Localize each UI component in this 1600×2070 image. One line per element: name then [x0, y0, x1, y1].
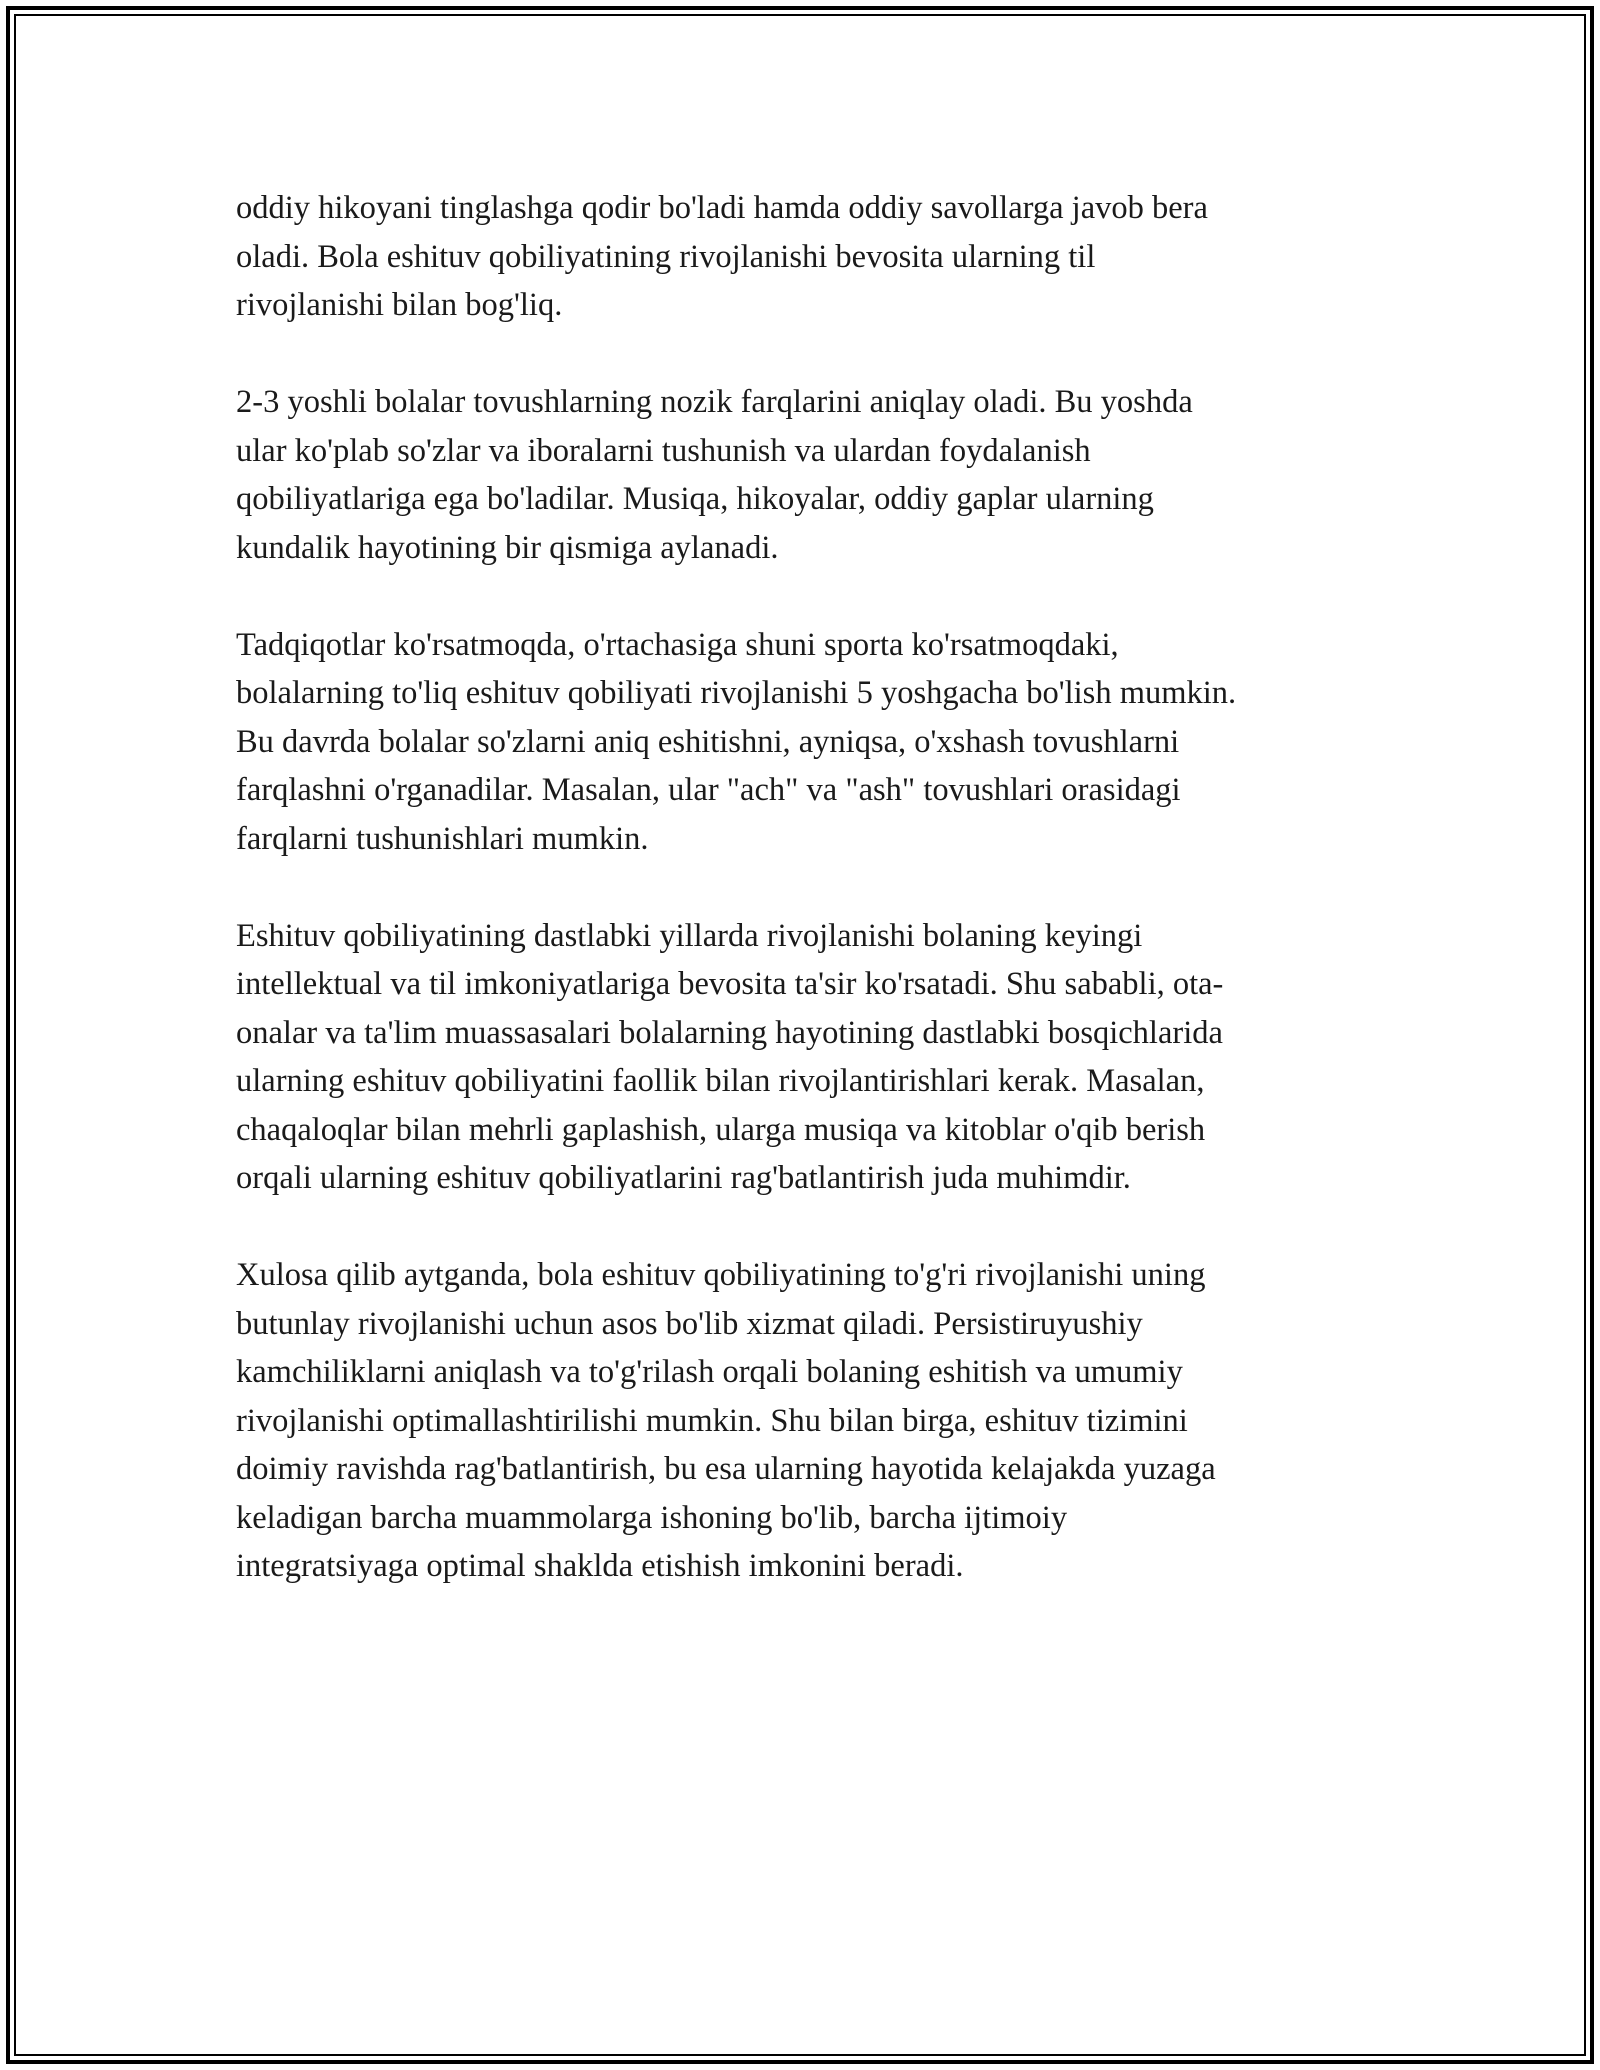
- text-line: chaqaloqlar bilan mehrli gaplashish, ularga musiqa va kitoblar o'qib berish: [236, 1111, 1206, 1148]
- text-line: oladi. Bola eshituv qobiliyatining rivojlanishi bevosita ularning til: [236, 238, 1096, 275]
- text-line: Bu davrda bolalar so'zlarni aniq eshitishni, ayniqsa, o'xshash tovushlarni: [236, 723, 1180, 760]
- paragraph-3: [236, 621, 1386, 864]
- text-line: keladigan barcha muammolarga ishoning bo'lib, barcha ijtimoiy: [236, 1499, 1068, 1536]
- text-line: ular ko'plab so'zlar va iboralarni tushunish va ulardan foydalanish: [236, 432, 1091, 469]
- text-line: integratsiyaga optimal shaklda etishish imkonini beradi.: [236, 1548, 964, 1584]
- text-line: doimiy ravishda rag'batlantirish, bu esa ularning hayotida kelajakda yuzaga: [236, 1451, 1216, 1487]
- text-line: Tadqiqotlar ko'rsatmoqda, o'rtachasiga shuni sporta ko'rsatmoqdaki,: [236, 626, 1119, 663]
- text-line: bolalarning to'liq eshituv qobiliyati rivojlanishi 5 yoshgacha bo'lish mumkin.: [236, 675, 1237, 711]
- document-body: [236, 184, 1386, 1639]
- paragraph-1: [236, 184, 1386, 330]
- text-line: orqali ularning eshituv qobiliyatlarini rag'batlantirish juda muhimdir.: [236, 1160, 1131, 1196]
- text-line: Xulosa qilib aytganda, bola eshituv qobiliyatining to'g'ri rivojlanishi uning: [236, 1257, 1206, 1293]
- text-line: kundalik hayotining bir qismiga aylanadi.: [236, 529, 779, 566]
- text-line: butunlay rivojlanishi uchun asos bo'lib xizmat qiladi. Persistiruyushiy: [236, 1305, 1143, 1342]
- text-line: rivojlanishi bilan bog'liq.: [236, 287, 563, 323]
- paragraph-4: [236, 912, 1386, 1203]
- paragraph-5: [236, 1251, 1386, 1591]
- paragraph-2: [236, 378, 1386, 572]
- text-line: onalar va ta'lim muassasalari bolalarning hayotining dastlabki bosqichlarida: [236, 1014, 1223, 1051]
- text-line: oddiy hikoyani tinglashga qodir bo'ladi hamda oddiy savollarga javob bera: [236, 190, 1208, 226]
- text-line: ularning eshituv qobiliyatini faollik bilan rivojlantirishlari kerak. Masalan,: [236, 1063, 1205, 1099]
- text-line: kamchiliklarni aniqlash va to'g'rilash orqali bolaning eshitish va umumiy: [236, 1354, 1183, 1390]
- text-line: 2-3 yoshli bolalar tovushlarning nozik farqlarini aniqlay oladi. Bu yoshda: [236, 384, 1193, 420]
- text-line: Eshituv qobiliyatining dastlabki yillarda rivojlanishi bolaning keyingi: [236, 917, 1143, 954]
- text-line: farqlashni o'rganadilar. Masalan, ular "ach" va "ash" tovushlari orasidagi: [236, 772, 1181, 808]
- text-line: intellektual va til imkoniyatlariga bevosita ta'sir ko'rsatadi. Shu sababli, ota-: [236, 966, 1224, 1002]
- text-line: qobiliyatlariga ega bo'ladilar. Musiqa, hikoyalar, oddiy gaplar ularning: [236, 481, 1154, 517]
- text-line: rivojlanishi optimallashtirilishi mumkin. Shu bilan birga, eshituv tizimini: [236, 1402, 1188, 1439]
- text-line: farqlarni tushunishlari mumkin.: [236, 820, 649, 857]
